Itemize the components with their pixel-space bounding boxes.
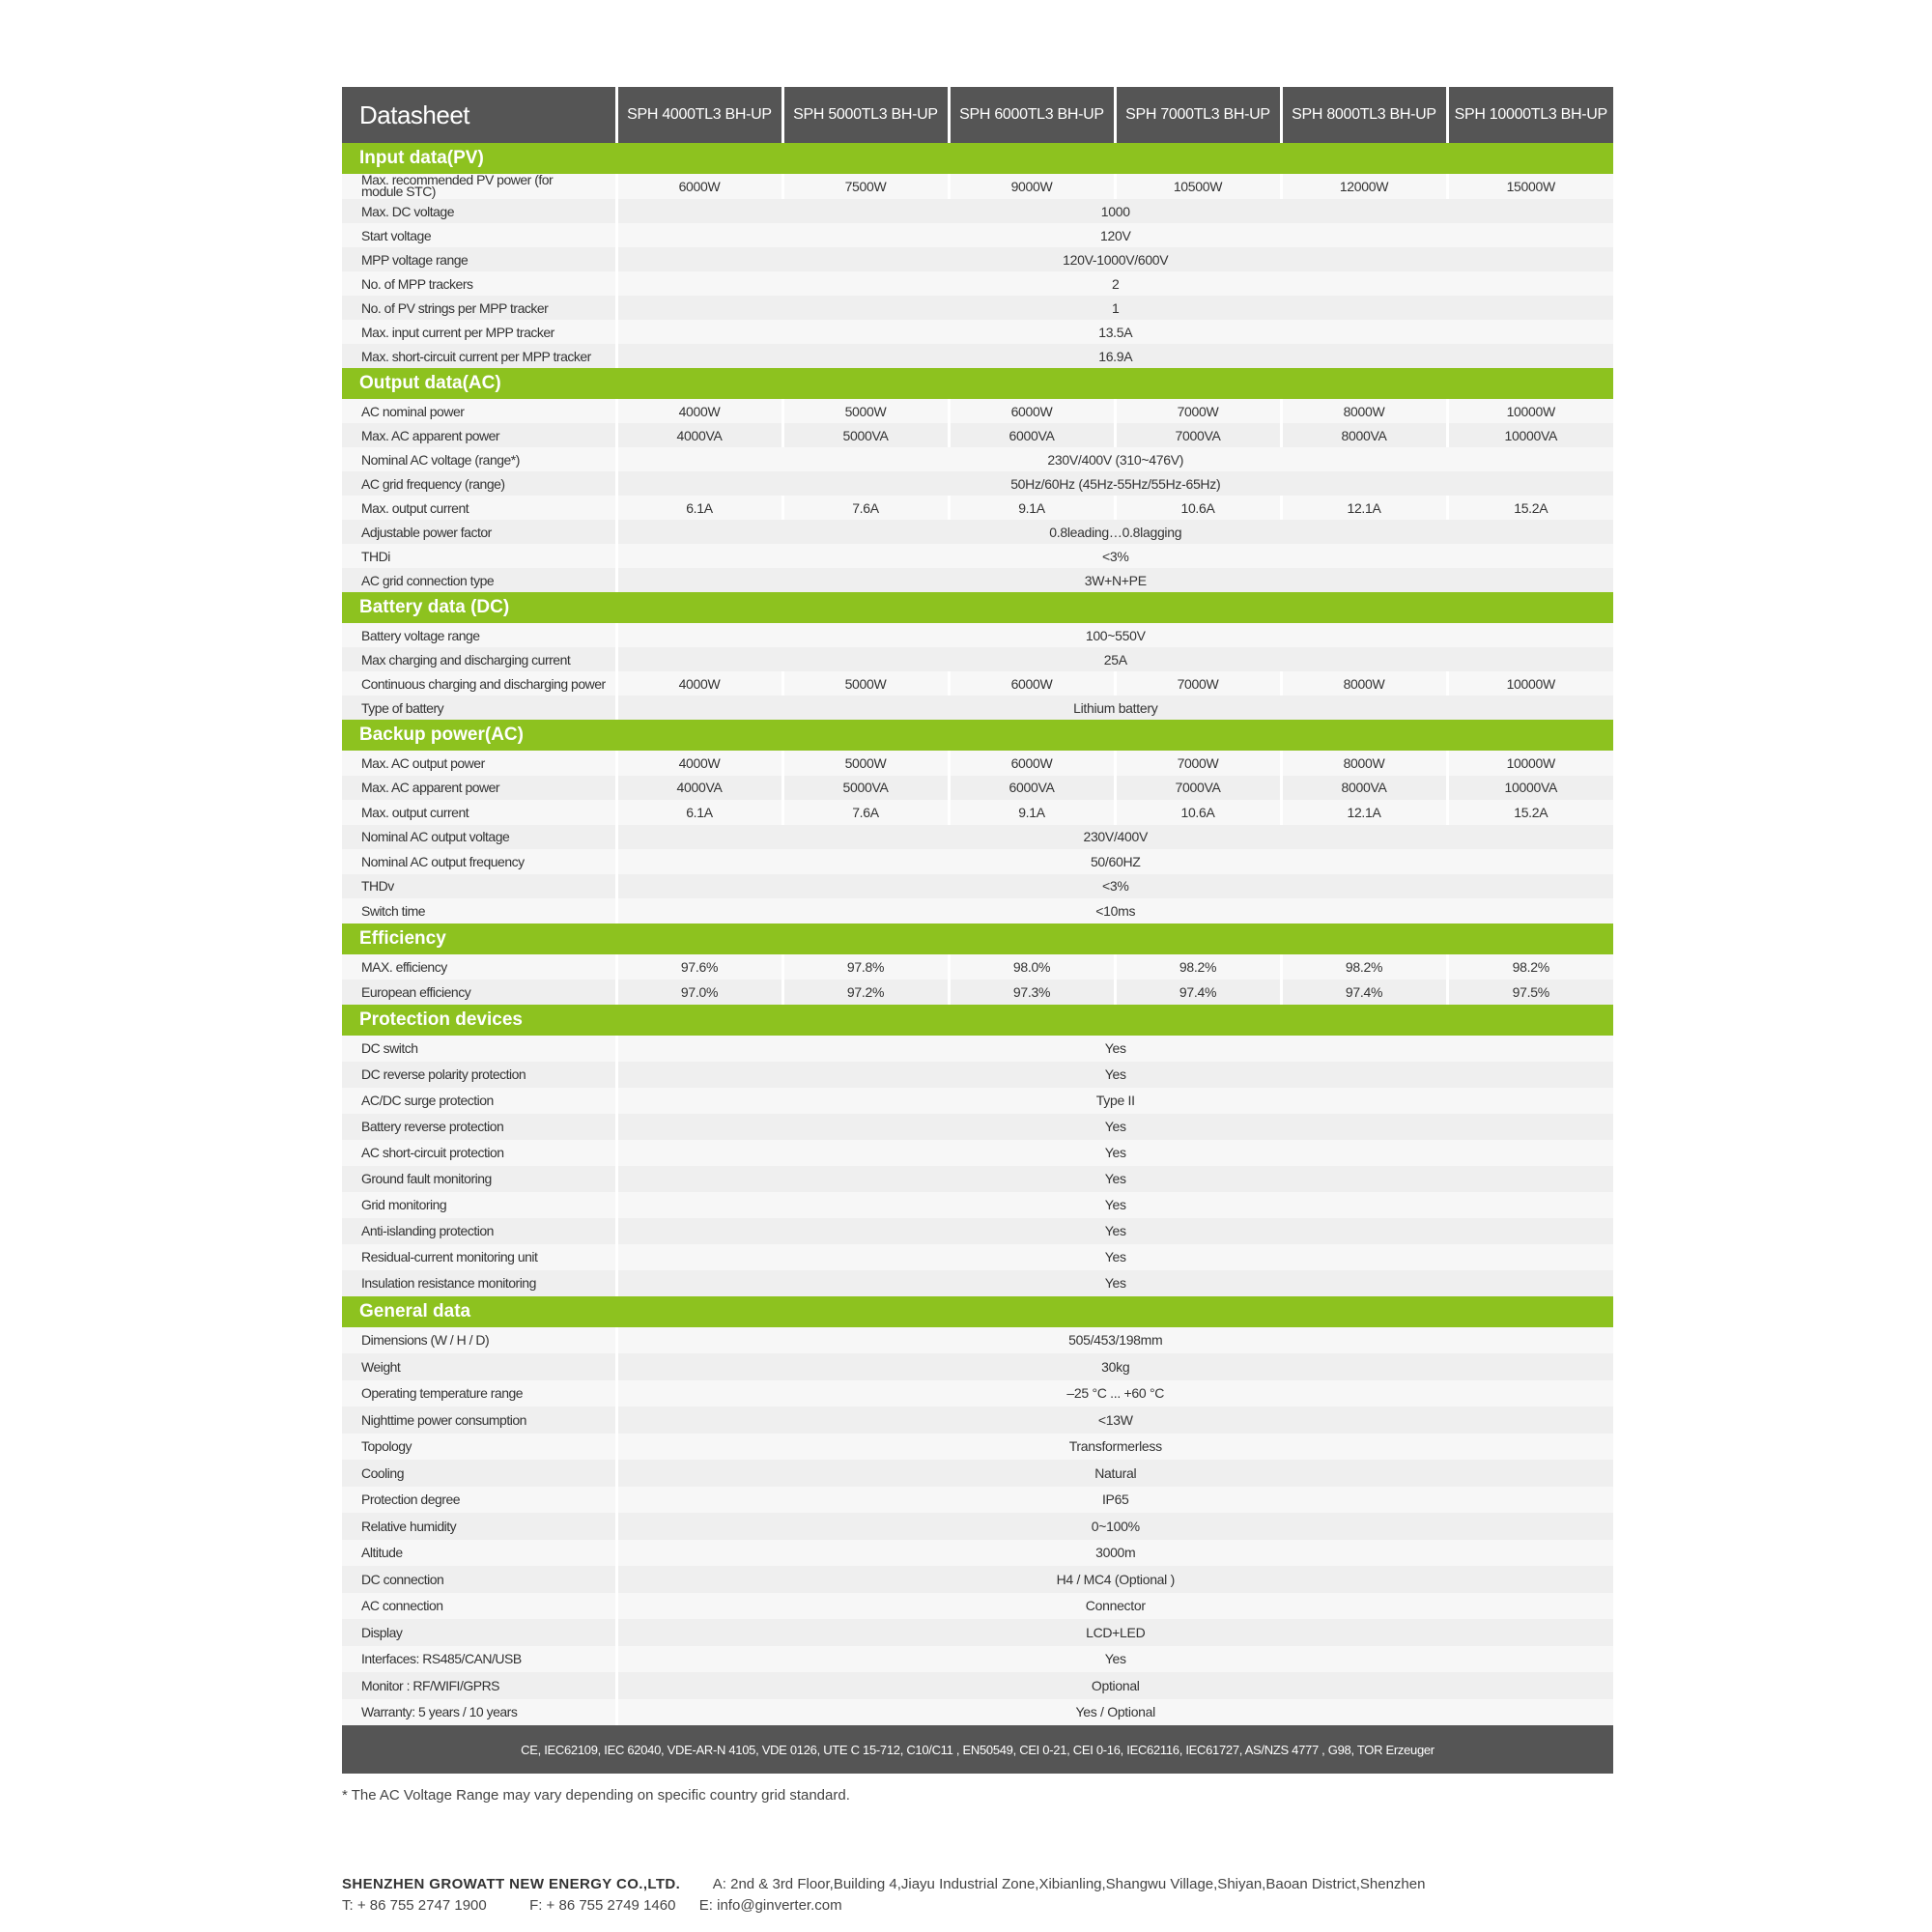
spec-row (342, 1646, 1613, 1673)
spec-value: 10000VA (1447, 423, 1613, 447)
spec-label: Operating temperature range (342, 1380, 616, 1407)
model-header: SPH 10000TL3 BH-UP (1447, 87, 1613, 143)
company-tel: T: + 86 755 2747 1900 (342, 1897, 487, 1914)
spec-label: Nighttime power consumption (342, 1406, 616, 1434)
spec-row (342, 954, 1613, 980)
section-title: Battery data (DC) (342, 592, 1613, 623)
spec-value: Yes (616, 1218, 1613, 1244)
spec-row (342, 1192, 1613, 1218)
spec-value: 7.6A (782, 800, 949, 825)
spec-body (342, 143, 1613, 1725)
spec-value: 8000W (1281, 671, 1447, 696)
spec-row (342, 1327, 1613, 1354)
spec-row (342, 247, 1613, 271)
spec-value: Transformerless (616, 1434, 1613, 1461)
spec-label: Battery voltage range (342, 623, 616, 647)
spec-row (342, 874, 1613, 899)
spec-value: 0~100% (616, 1513, 1613, 1540)
spec-row (342, 271, 1613, 296)
spec-label: AC connection (342, 1593, 616, 1620)
spec-value: 6000W (616, 174, 782, 199)
spec-row (342, 544, 1613, 568)
spec-value: 9.1A (949, 800, 1115, 825)
spec-value: Yes (616, 1166, 1613, 1192)
company-info (342, 1876, 1617, 1918)
spec-value: 2 (616, 271, 1613, 296)
spec-label: AC grid connection type (342, 568, 616, 592)
spec-row (342, 696, 1613, 720)
spec-value: 7000W (1115, 399, 1281, 423)
spec-label: MPP voltage range (342, 247, 616, 271)
spec-label: AC short-circuit protection (342, 1140, 616, 1166)
spec-label: DC reverse polarity protection (342, 1062, 616, 1088)
spec-label: THDi (342, 544, 616, 568)
spec-value: 120V-1000V/600V (616, 247, 1613, 271)
spec-label: Max. output current (342, 800, 616, 825)
section-header (342, 143, 1613, 174)
model-header: SPH 7000TL3 BH-UP (1115, 87, 1281, 143)
spec-value: 97.2% (782, 980, 949, 1005)
spec-value: 97.8% (782, 954, 949, 980)
section-header (342, 923, 1613, 954)
spec-value: 7000W (1115, 671, 1281, 696)
model-header: SPH 6000TL3 BH-UP (949, 87, 1115, 143)
spec-label: Display (342, 1619, 616, 1646)
spec-value: 97.6% (616, 954, 782, 980)
section-title: Input data(PV) (342, 143, 1613, 174)
spec-value: 6000VA (949, 423, 1115, 447)
spec-label: Cooling (342, 1460, 616, 1487)
spec-label: Weight (342, 1353, 616, 1380)
footnote: * The AC Voltage Range may vary depending on specific country grid standard. (342, 1787, 850, 1804)
spec-label: Protection degree (342, 1487, 616, 1514)
spec-row (342, 1088, 1613, 1114)
spec-value: 97.3% (949, 980, 1115, 1005)
spec-row (342, 647, 1613, 671)
spec-value: 100~550V (616, 623, 1613, 647)
spec-value: 120V (616, 223, 1613, 247)
spec-row (342, 825, 1613, 850)
header-row (342, 87, 1613, 143)
spec-label: No. of MPP trackers (342, 271, 616, 296)
spec-label: Altitude (342, 1540, 616, 1567)
spec-row (342, 1244, 1613, 1270)
section-title: Protection devices (342, 1005, 1613, 1036)
datasheet (342, 87, 1613, 1774)
spec-label: Residual-current monitoring unit (342, 1244, 616, 1270)
spec-row (342, 1406, 1613, 1434)
spec-row (342, 174, 1613, 199)
company-address: A: 2nd & 3rd Floor,Building 4,Jiayu Industrial Zone,Xibianling,Shangwu Village,Shiyan,Baoan District,Shenzhen (712, 1876, 1426, 1892)
spec-value: 4000W (616, 671, 782, 696)
spec-row (342, 447, 1613, 471)
spec-row (342, 1487, 1613, 1514)
spec-label: Dimensions (W / H / D) (342, 1327, 616, 1354)
spec-value: Optional (616, 1672, 1613, 1699)
spec-value: 3000m (616, 1540, 1613, 1567)
spec-label: Max. AC apparent power (342, 423, 616, 447)
spec-label: AC/DC surge protection (342, 1088, 616, 1114)
spec-row (342, 980, 1613, 1005)
spec-row (342, 568, 1613, 592)
spec-value: 8000VA (1281, 423, 1447, 447)
spec-row (342, 1513, 1613, 1540)
spec-row (342, 671, 1613, 696)
spec-label: MAX. efficiency (342, 954, 616, 980)
spec-row (342, 849, 1613, 874)
spec-value: 8000W (1281, 751, 1447, 776)
spec-value: 7.6A (782, 496, 949, 520)
spec-value: <3% (616, 874, 1613, 899)
spec-label: Start voltage (342, 223, 616, 247)
spec-row (342, 1566, 1613, 1593)
spec-label: Type of battery (342, 696, 616, 720)
spec-label: THDv (342, 874, 616, 899)
spec-row (342, 1699, 1613, 1726)
spec-row (342, 1540, 1613, 1567)
spec-value: 9000W (949, 174, 1115, 199)
spec-value: IP65 (616, 1487, 1613, 1514)
spec-value: 1000 (616, 199, 1613, 223)
section-header (342, 720, 1613, 751)
spec-value: Connector (616, 1593, 1613, 1620)
spec-row (342, 800, 1613, 825)
spec-row (342, 623, 1613, 647)
certifications-row (342, 1725, 1613, 1774)
spec-label: Interfaces: RS485/CAN/USB (342, 1646, 616, 1673)
spec-value: 25A (616, 647, 1613, 671)
spec-value: 0.8leading…0.8lagging (616, 520, 1613, 544)
spec-row (342, 296, 1613, 320)
spec-value: 10.6A (1115, 496, 1281, 520)
spec-label: Monitor : RF/WIFI/GPRS (342, 1672, 616, 1699)
spec-value: 3W+N+PE (616, 568, 1613, 592)
spec-value: <13W (616, 1406, 1613, 1434)
spec-value: 5000W (782, 399, 949, 423)
spec-row (342, 1460, 1613, 1487)
spec-value: Natural (616, 1460, 1613, 1487)
spec-row (342, 751, 1613, 776)
section-title: Efficiency (342, 923, 1613, 954)
spec-value: Yes (616, 1140, 1613, 1166)
spec-row (342, 898, 1613, 923)
spec-label: Anti-islanding protection (342, 1218, 616, 1244)
company-email: E: info@ginverter.com (698, 1897, 842, 1914)
spec-value: 98.2% (1115, 954, 1281, 980)
spec-row (342, 320, 1613, 344)
spec-value: 7000W (1115, 751, 1281, 776)
spec-row (342, 399, 1613, 423)
spec-value: 5000VA (782, 776, 949, 801)
spec-value: 6000VA (949, 776, 1115, 801)
section-title: Output data(AC) (342, 368, 1613, 399)
spec-value: Type II (616, 1088, 1613, 1114)
spec-value: 12.1A (1281, 800, 1447, 825)
spec-value: Yes (616, 1114, 1613, 1140)
spec-label: Switch time (342, 898, 616, 923)
spec-value: H4 / MC4 (Optional ) (616, 1566, 1613, 1593)
spec-value: 230V/400V (616, 825, 1613, 850)
spec-label: European efficiency (342, 980, 616, 1005)
spec-label: Max. AC apparent power (342, 776, 616, 801)
spec-label: No. of PV strings per MPP tracker (342, 296, 616, 320)
model-header: SPH 8000TL3 BH-UP (1281, 87, 1447, 143)
spec-value: 8000VA (1281, 776, 1447, 801)
spec-value: 7000VA (1115, 776, 1281, 801)
spec-value: 6000W (949, 671, 1115, 696)
spec-value: 97.4% (1281, 980, 1447, 1005)
spec-value: 15000W (1447, 174, 1613, 199)
spec-label: Warranty: 5 years / 10 years (342, 1699, 616, 1726)
spec-value: 10000W (1447, 399, 1613, 423)
spec-value: LCD+LED (616, 1619, 1613, 1646)
spec-value: 97.5% (1447, 980, 1613, 1005)
spec-value: 10.6A (1115, 800, 1281, 825)
spec-label (342, 174, 616, 199)
spec-value: 7000VA (1115, 423, 1281, 447)
spec-value: Yes (616, 1646, 1613, 1673)
spec-value: 97.0% (616, 980, 782, 1005)
spec-label: Continuous charging and discharging power (342, 671, 616, 696)
spec-label: Max. AC output power (342, 751, 616, 776)
spec-row (342, 1166, 1613, 1192)
spec-value: 4000VA (616, 423, 782, 447)
section-header (342, 1296, 1613, 1327)
spec-value: 12000W (1281, 174, 1447, 199)
spec-label: DC connection (342, 1566, 616, 1593)
spec-row (342, 1434, 1613, 1461)
spec-value: 4000W (616, 399, 782, 423)
spec-row (342, 1114, 1613, 1140)
spec-value: 5000W (782, 671, 949, 696)
spec-value: 6000W (949, 751, 1115, 776)
spec-row (342, 776, 1613, 801)
spec-label: AC nominal power (342, 399, 616, 423)
spec-row (342, 496, 1613, 520)
spec-label: Ground fault monitoring (342, 1166, 616, 1192)
spec-value: Yes (616, 1192, 1613, 1218)
spec-value: 16.9A (616, 344, 1613, 368)
spec-label: Relative humidity (342, 1513, 616, 1540)
spec-value: 505/453/198mm (616, 1327, 1613, 1354)
spec-label: Max. input current per MPP tracker (342, 320, 616, 344)
spec-label: Max charging and discharging current (342, 647, 616, 671)
spec-row (342, 1593, 1613, 1620)
spec-label: Max. short-circuit current per MPP tracker (342, 344, 616, 368)
spec-value: <3% (616, 544, 1613, 568)
spec-value: 13.5A (616, 320, 1613, 344)
spec-value: 15.2A (1447, 496, 1613, 520)
spec-value: Yes (616, 1036, 1613, 1062)
spec-value: 4000W (616, 751, 782, 776)
spec-value: 98.2% (1281, 954, 1447, 980)
spec-value: Yes (616, 1270, 1613, 1296)
datasheet-table (342, 87, 1613, 1774)
spec-value: 97.4% (1115, 980, 1281, 1005)
spec-label: Max. output current (342, 496, 616, 520)
spec-value: 8000W (1281, 399, 1447, 423)
spec-label: Battery reverse protection (342, 1114, 616, 1140)
spec-row (342, 1270, 1613, 1296)
section-header (342, 1005, 1613, 1036)
spec-value: 50Hz/60Hz (45Hz-55Hz/55Hz-65Hz) (616, 471, 1613, 496)
spec-row (342, 1380, 1613, 1407)
spec-value: 4000VA (616, 776, 782, 801)
spec-label: DC switch (342, 1036, 616, 1062)
section-header (342, 368, 1613, 399)
section-title: General data (342, 1296, 1613, 1327)
spec-row (342, 1353, 1613, 1380)
model-header: SPH 4000TL3 BH-UP (616, 87, 782, 143)
spec-row (342, 471, 1613, 496)
spec-value: 10000W (1447, 751, 1613, 776)
spec-value: 98.0% (949, 954, 1115, 980)
spec-row (342, 199, 1613, 223)
spec-value: 6.1A (616, 496, 782, 520)
spec-value: Yes / Optional (616, 1699, 1613, 1726)
spec-value: 6000W (949, 399, 1115, 423)
spec-value: Yes (616, 1062, 1613, 1088)
datasheet-title: Datasheet (342, 87, 616, 143)
model-header: SPH 5000TL3 BH-UP (782, 87, 949, 143)
spec-value: 7500W (782, 174, 949, 199)
spec-label: Topology (342, 1434, 616, 1461)
certifications: CE, IEC62109, IEC 62040, VDE-AR-N 4105, VDE 0126, UTE C 15-712, C10/C11 , EN50549, CEI 0-21, CEI 0-16, IEC62116, IEC61727, AS/NZS 4777 , G98, TOR Erzeuger (342, 1725, 1613, 1774)
spec-value: 30kg (616, 1353, 1613, 1380)
spec-label-text: Max. recommended PV power (for module STC) (361, 174, 554, 199)
spec-value: 15.2A (1447, 800, 1613, 825)
spec-row (342, 223, 1613, 247)
spec-row (342, 344, 1613, 368)
spec-row (342, 1619, 1613, 1646)
spec-label: Adjustable power factor (342, 520, 616, 544)
spec-label: Grid monitoring (342, 1192, 616, 1218)
company-fax: F: + 86 755 2749 1460 (529, 1897, 676, 1914)
spec-value: 1 (616, 296, 1613, 320)
spec-value: 5000W (782, 751, 949, 776)
spec-value: Yes (616, 1244, 1613, 1270)
spec-value: 12.1A (1281, 496, 1447, 520)
spec-row (342, 1062, 1613, 1088)
spec-row (342, 520, 1613, 544)
spec-row (342, 423, 1613, 447)
spec-row (342, 1036, 1613, 1062)
spec-label: Nominal AC output frequency (342, 849, 616, 874)
spec-label: Nominal AC voltage (range*) (342, 447, 616, 471)
spec-value: <10ms (616, 898, 1613, 923)
spec-value: 9.1A (949, 496, 1115, 520)
spec-row (342, 1218, 1613, 1244)
spec-row (342, 1140, 1613, 1166)
section-header (342, 592, 1613, 623)
spec-value: 10000VA (1447, 776, 1613, 801)
spec-value: 10500W (1115, 174, 1281, 199)
spec-label: AC grid frequency (range) (342, 471, 616, 496)
spec-value: 10000W (1447, 671, 1613, 696)
section-title: Backup power(AC) (342, 720, 1613, 751)
spec-value: 230V/400V (310~476V) (616, 447, 1613, 471)
spec-label: Nominal AC output voltage (342, 825, 616, 850)
company-name: SHENZHEN GROWATT NEW ENERGY CO.,LTD. (342, 1876, 681, 1892)
spec-label: Max. DC voltage (342, 199, 616, 223)
spec-row (342, 1672, 1613, 1699)
spec-value: Lithium battery (616, 696, 1613, 720)
spec-value: –25 °C ... +60 °C (616, 1380, 1613, 1407)
spec-label: Insulation resistance monitoring (342, 1270, 616, 1296)
spec-value: 5000VA (782, 423, 949, 447)
spec-value: 6.1A (616, 800, 782, 825)
spec-value: 98.2% (1447, 954, 1613, 980)
spec-value: 50/60HZ (616, 849, 1613, 874)
